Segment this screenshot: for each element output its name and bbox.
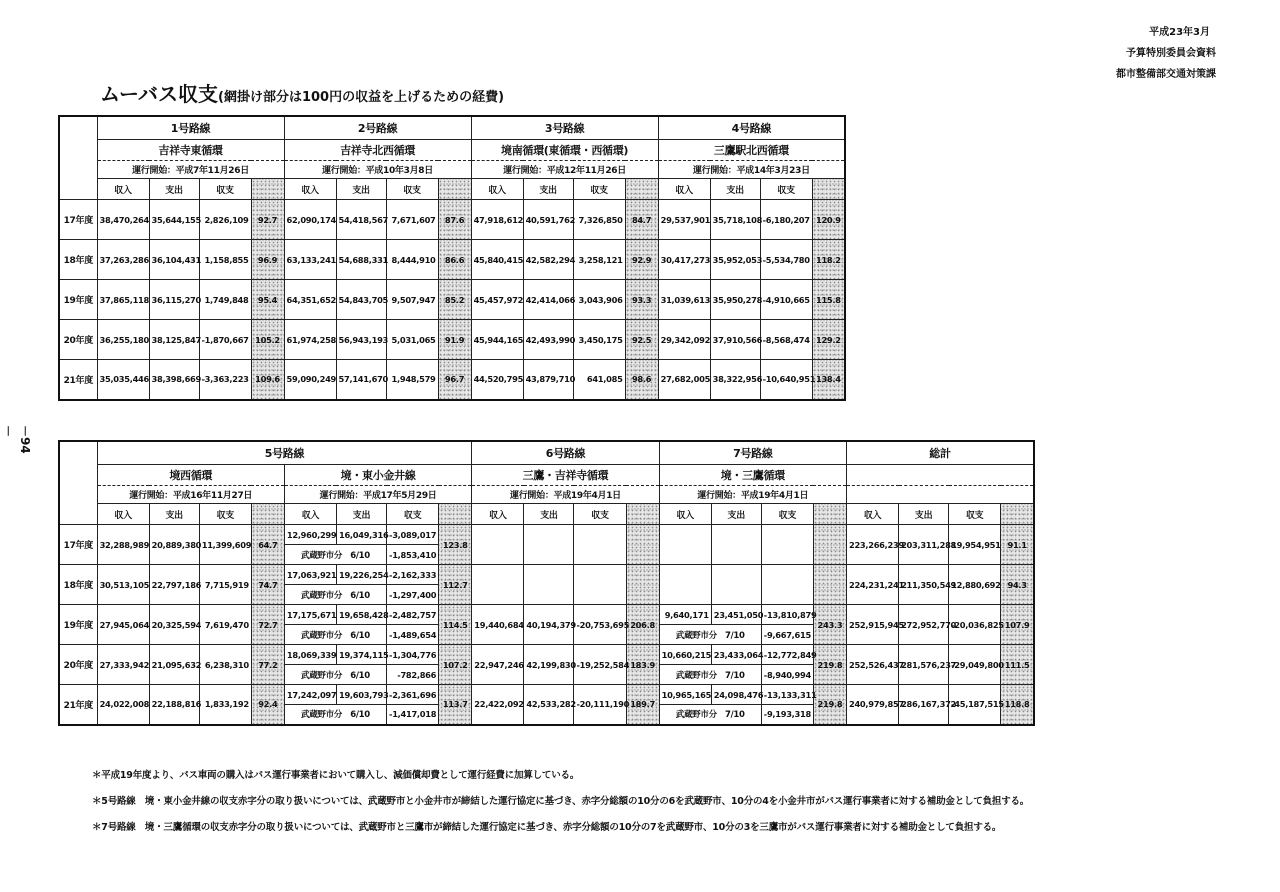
cost-per-100yen-header	[251, 179, 284, 200]
footnote: ＊平成19年度より、バス車両の購入はバス運行事業者において購入し、減価償却費として運行経費に加算している。	[92, 770, 580, 781]
balance-value: 7,715,919	[199, 565, 251, 605]
cost-per-100yen-header	[813, 504, 846, 525]
balance-value: 1,833,192	[199, 685, 251, 725]
balance-header: 収支	[573, 179, 625, 200]
expense-value: 37,910,566	[710, 320, 760, 360]
income-header: 収入	[284, 179, 336, 200]
balance-value: -19,252,584	[574, 645, 626, 685]
income-value: 19,440,684	[472, 605, 524, 645]
balance-value	[574, 525, 626, 565]
expense-value	[711, 565, 761, 605]
balance-header: 収支	[387, 504, 439, 525]
income-value	[472, 565, 524, 605]
table-row	[59, 605, 1034, 625]
income-value: 44,520,795	[471, 360, 523, 400]
cost-per-100yen-value	[813, 525, 846, 565]
balance-value: -20,753,695	[574, 605, 626, 645]
title-main: ムーバス収支	[100, 82, 218, 106]
income-value: 12,960,299	[284, 525, 336, 545]
balance-header: 収支	[761, 504, 813, 525]
expense-value: 19,658,428	[336, 605, 386, 625]
document-header	[1116, 22, 1216, 85]
income-value: 32,288,989	[97, 525, 149, 565]
balance-value: -3,363,223	[199, 360, 251, 400]
income-value: 37,865,118	[97, 280, 149, 320]
route-name: 境・東小金井線	[284, 465, 471, 486]
expense-value	[711, 525, 761, 565]
income-value: 27,333,942	[97, 645, 149, 685]
cost-per-100yen-value	[813, 565, 846, 605]
expense-header: 支出	[899, 504, 949, 525]
route-header: 3号路線	[471, 116, 658, 140]
expense-value: 281,576,237	[899, 645, 949, 685]
cost-per-100yen-value: 118.2	[812, 240, 845, 280]
income-value: 45,840,415	[471, 240, 523, 280]
cost-per-100yen-value: 111.5	[1001, 645, 1034, 685]
cost-per-100yen-value: 118.8	[1001, 685, 1034, 725]
income-value: 29,342,092	[658, 320, 710, 360]
expense-value: 23,451,050	[711, 605, 761, 625]
cost-per-100yen-value: 74.7	[251, 565, 284, 605]
fiscal-year-label: 20年度	[59, 320, 97, 360]
balance-header: 収支	[949, 504, 1001, 525]
expense-value: 42,493,990	[523, 320, 573, 360]
cost-per-100yen-value: 85.2	[438, 280, 471, 320]
income-value: 18,069,339	[284, 645, 336, 665]
expense-header: 支出	[710, 179, 760, 200]
expense-value: 211,350,549	[899, 565, 949, 605]
income-value: 30,513,105	[97, 565, 149, 605]
route-name: 三鷹駅北西循環	[658, 140, 845, 161]
fiscal-year-label: 21年度	[59, 360, 97, 400]
cost-per-100yen-value: 64.7	[251, 525, 284, 565]
cost-per-100yen-value: 92.9	[625, 240, 658, 280]
revenue-table-routes-5-7-total	[58, 440, 1035, 726]
balance-value: -1,304,776	[387, 645, 439, 665]
income-value: 17,063,921	[284, 565, 336, 585]
cost-per-100yen-value: 86.6	[438, 240, 471, 280]
balance-value: -2,162,333	[387, 565, 439, 585]
balance-value: 19,954,951	[949, 525, 1001, 565]
balance-value: 1,749,848	[199, 280, 251, 320]
cost-per-100yen-value: 95.4	[251, 280, 284, 320]
route-name	[846, 465, 1034, 486]
table-row	[59, 645, 1034, 665]
expense-value: 19,374,115	[336, 645, 386, 665]
expense-value: 38,322,956	[710, 360, 760, 400]
balance-value: 5,031,065	[386, 320, 438, 360]
cost-per-100yen-value: 107.9	[1001, 605, 1034, 645]
cost-per-100yen-value: 206.8	[626, 605, 659, 645]
expense-header: 支出	[523, 179, 573, 200]
expense-value: 19,603,793	[336, 685, 386, 705]
income-value: 10,660,215	[659, 645, 711, 665]
balance-value: -20,036,825	[949, 605, 1001, 645]
cost-per-100yen-value: 219.8	[813, 645, 846, 685]
expense-header: 支出	[149, 504, 199, 525]
balance-value: 8,444,910	[386, 240, 438, 280]
income-header: 収入	[846, 504, 898, 525]
footnotes	[92, 763, 1029, 841]
balance-value: -6,180,207	[760, 200, 812, 240]
expense-value: 20,889,380	[149, 525, 199, 565]
cost-per-100yen-value: 123.8	[439, 525, 472, 565]
cost-per-100yen-value: 96.9	[251, 240, 284, 280]
fiscal-year-label: 17年度	[59, 200, 97, 240]
fiscal-year-label: 18年度	[59, 240, 97, 280]
income-value	[659, 525, 711, 565]
expense-value: 19,226,254	[336, 565, 386, 585]
footnote: ＊7号路線 境・三鷹循環の収支赤字分の取り扱いについては、武蔵野市と三鷹市が締結した運行協定に基づき、赤字分総額の10分の7を武蔵野市、10分の3を三鷹市がバス運行事業者に対する補助金として負担する。	[92, 822, 1002, 833]
expense-value: 42,533,282	[524, 685, 574, 725]
balance-value: 1,158,855	[199, 240, 251, 280]
fiscal-year-label: 19年度	[59, 605, 97, 645]
expense-value: 35,952,053	[710, 240, 760, 280]
balance-value: -13,133,311	[761, 685, 813, 705]
balance-header: 収支	[199, 179, 251, 200]
cost-per-100yen-value: 72.7	[251, 605, 284, 645]
expense-value: 40,194,379	[524, 605, 574, 645]
income-value: 27,682,005	[658, 360, 710, 400]
fiscal-year-label: 19年度	[59, 280, 97, 320]
route-name: 三鷹・吉祥寺循環	[472, 465, 659, 486]
balance-value: 7,671,607	[386, 200, 438, 240]
service-start-date: 運行開始：平成19年4月1日	[472, 486, 659, 504]
route-name: 吉祥寺北西循環	[284, 140, 471, 161]
expense-value: 38,398,669	[149, 360, 199, 400]
route-header: 2号路線	[284, 116, 471, 140]
expense-value: 42,414,066	[523, 280, 573, 320]
income-value	[659, 565, 711, 605]
cost-per-100yen-value: 109.6	[251, 360, 284, 400]
income-value: 36,255,180	[97, 320, 149, 360]
balance-value: -29,049,800	[949, 645, 1001, 685]
balance-value: 7,619,470	[199, 605, 251, 645]
cost-per-100yen-value: 138.4	[812, 360, 845, 400]
income-header: 収入	[97, 504, 149, 525]
route-name: 境・三鷹循環	[659, 465, 846, 486]
service-start-date: 運行開始：平成14年3月23日	[658, 161, 845, 179]
table-row	[59, 200, 845, 220]
service-start-date: 運行開始：平成17年5月29日	[284, 486, 471, 504]
income-value: 45,944,165	[471, 320, 523, 360]
expense-value: 54,688,331	[336, 240, 386, 280]
musashino-share-value: -8,940,994	[761, 665, 813, 685]
balance-value: -13,810,879	[761, 605, 813, 625]
expense-value: 35,718,108	[710, 200, 760, 240]
musashino-share-label: 武蔵野市分 6/10	[284, 705, 386, 725]
cost-per-100yen-value: 219.8	[813, 685, 846, 725]
expense-value: 21,095,632	[149, 645, 199, 685]
income-value: 223,266,239	[846, 525, 898, 565]
income-header: 収入	[284, 504, 336, 525]
income-value: 9,640,171	[659, 605, 711, 625]
cost-per-100yen-value: 189.7	[626, 685, 659, 725]
balance-value: 12,880,692	[949, 565, 1001, 605]
route-header: 1号路線	[97, 116, 284, 140]
cost-per-100yen-value: 92.4	[251, 685, 284, 725]
musashino-share-label: 武蔵野市分 7/10	[659, 625, 761, 645]
balance-value: -45,187,515	[949, 685, 1001, 725]
expense-header: 支出	[336, 504, 386, 525]
cost-per-100yen-value: 93.3	[625, 280, 658, 320]
table-row	[59, 685, 1034, 705]
income-value: 29,537,901	[658, 200, 710, 240]
income-value	[472, 525, 524, 565]
balance-header: 収支	[199, 504, 251, 525]
cost-per-100yen-value	[626, 525, 659, 565]
musashino-share-value: -1,297,400	[387, 585, 439, 605]
income-value: 24,022,008	[97, 685, 149, 725]
service-start-date: 運行開始：平成19年4月1日	[659, 486, 846, 504]
balance-value	[761, 525, 813, 565]
income-value: 62,090,174	[284, 200, 336, 240]
income-value: 30,417,273	[658, 240, 710, 280]
fiscal-year-label: 21年度	[59, 685, 97, 725]
cost-per-100yen-value: 91.1	[1001, 525, 1034, 565]
balance-header: 収支	[574, 504, 626, 525]
cost-per-100yen-header	[1001, 504, 1034, 525]
cost-per-100yen-value: 92.5	[625, 320, 658, 360]
income-value: 240,979,857	[846, 685, 898, 725]
table-row	[59, 360, 845, 380]
cost-per-100yen-value	[626, 565, 659, 605]
service-start-date: 運行開始：平成7年11月26日	[97, 161, 284, 179]
document-date: 平成23年3月	[1149, 27, 1210, 38]
route-header: 7号路線	[659, 441, 846, 465]
cost-per-100yen-value: 91.9	[438, 320, 471, 360]
cost-per-100yen-value: 96.7	[438, 360, 471, 400]
route-header: 4号路線	[658, 116, 845, 140]
service-start-date: 運行開始：平成12年11月26日	[471, 161, 658, 179]
expense-value: 286,167,372	[899, 685, 949, 725]
balance-value: -5,534,780	[760, 240, 812, 280]
cost-per-100yen-header	[626, 504, 659, 525]
balance-value: 11,399,609	[199, 525, 251, 565]
balance-value: -8,568,474	[760, 320, 812, 360]
expense-value: 36,104,431	[149, 240, 199, 280]
expense-value: 35,950,278	[710, 280, 760, 320]
income-value: 64,351,652	[284, 280, 336, 320]
balance-value: -2,482,757	[387, 605, 439, 625]
balance-header: 収支	[760, 179, 812, 200]
fiscal-year-label: 17年度	[59, 525, 97, 565]
expense-value: 56,943,193	[336, 320, 386, 360]
cost-per-100yen-header	[251, 504, 284, 525]
balance-value: 3,258,121	[573, 240, 625, 280]
balance-value: 641,085	[573, 360, 625, 400]
income-value: 252,526,437	[846, 645, 898, 685]
balance-value: -3,089,017	[387, 525, 439, 545]
cost-per-100yen-value: 77.2	[251, 645, 284, 685]
service-start-date	[846, 486, 1034, 504]
musashino-share-value: -9,667,615	[761, 625, 813, 645]
expense-value: 36,115,270	[149, 280, 199, 320]
income-value: 252,915,945	[846, 605, 898, 645]
cost-per-100yen-header	[438, 179, 471, 200]
corner-cell	[59, 116, 97, 200]
expense-value: 42,199,830	[524, 645, 574, 685]
balance-value	[574, 565, 626, 605]
cost-per-100yen-value: 94.3	[1001, 565, 1034, 605]
income-value: 17,175,671	[284, 605, 336, 625]
revenue-table-routes-1-4	[58, 115, 846, 401]
fiscal-year-label: 20年度	[59, 645, 97, 685]
expense-header: 支出	[336, 179, 386, 200]
table-row	[59, 240, 845, 260]
income-header: 収入	[471, 179, 523, 200]
expense-value: 35,644,155	[149, 200, 199, 240]
cost-per-100yen-header	[439, 504, 472, 525]
footnote: ＊5号路線 境・東小金井線の収支赤字分の取り扱いについては、武蔵野市と小金井市が締結した運行協定に基づき、赤字分総額の10分の6を武蔵野市、10分の4を小金井市がバス運行事業者に対する補助金として負担する。	[92, 796, 1030, 807]
expense-value: 272,952,770	[899, 605, 949, 645]
cost-per-100yen-value: 243.3	[813, 605, 846, 645]
income-value: 10,965,165	[659, 685, 711, 705]
cost-per-100yen-value: 183.9	[626, 645, 659, 685]
income-header: 収入	[97, 179, 149, 200]
service-start-date: 運行開始：平成10年3月8日	[284, 161, 471, 179]
expense-value: 42,582,294	[523, 240, 573, 280]
expense-value: 20,325,594	[149, 605, 199, 645]
expense-value: 23,433,064	[711, 645, 761, 665]
musashino-share-value: -9,193,318	[761, 705, 813, 725]
balance-value	[761, 565, 813, 605]
income-value: 38,470,264	[97, 200, 149, 240]
expense-value: 22,188,816	[149, 685, 199, 725]
balance-value: -12,772,849	[761, 645, 813, 665]
balance-value: -10,640,951	[760, 360, 812, 400]
page-title	[100, 78, 504, 107]
expense-value: 38,125,847	[149, 320, 199, 360]
cost-per-100yen-value: 114.5	[439, 605, 472, 645]
musashino-share-label: 武蔵野市分 6/10	[284, 625, 386, 645]
route-name: 境南循環(東循環・西循環)	[471, 140, 658, 161]
route-header: 総計	[846, 441, 1034, 465]
income-value: 35,035,446	[97, 360, 149, 400]
cost-per-100yen-value: 98.6	[625, 360, 658, 400]
musashino-share-label: 武蔵野市分 6/10	[284, 545, 386, 565]
cost-per-100yen-value: 120.9	[812, 200, 845, 240]
musashino-share-value: -782,866	[387, 665, 439, 685]
expense-value: 54,843,705	[336, 280, 386, 320]
income-value: 22,422,092	[472, 685, 524, 725]
income-header: 収入	[472, 504, 524, 525]
balance-value: 3,450,175	[573, 320, 625, 360]
cost-per-100yen-value: 107.2	[439, 645, 472, 685]
income-value: 63,133,241	[284, 240, 336, 280]
route-name: 境西循環	[97, 465, 284, 486]
income-value: 31,039,613	[658, 280, 710, 320]
expense-header: 支出	[524, 504, 574, 525]
musashino-share-label: 武蔵野市分 6/10	[284, 585, 386, 605]
musashino-share-value: -1,417,018	[387, 705, 439, 725]
income-value: 59,090,249	[284, 360, 336, 400]
expense-value: 22,797,186	[149, 565, 199, 605]
table-row	[59, 320, 845, 340]
income-value: 22,947,246	[472, 645, 524, 685]
table-row	[59, 525, 1034, 545]
expense-value: 57,141,670	[336, 360, 386, 400]
income-value: 61,974,258	[284, 320, 336, 360]
musashino-share-value: -1,853,410	[387, 545, 439, 565]
income-value: 224,231,241	[846, 565, 898, 605]
expense-value: 43,879,710	[523, 360, 573, 400]
expense-value: 40,591,762	[523, 200, 573, 240]
expense-value: 16,049,316	[336, 525, 386, 545]
route-name: 吉祥寺東循環	[97, 140, 284, 161]
musashino-share-label: 武蔵野市分 6/10	[284, 665, 386, 685]
income-value: 27,945,064	[97, 605, 149, 645]
income-header: 収入	[658, 179, 710, 200]
page-number: －94－	[1, 425, 32, 454]
balance-value: -20,111,190	[574, 685, 626, 725]
cost-per-100yen-header	[625, 179, 658, 200]
corner-cell	[59, 441, 97, 525]
musashino-share-value: -1,489,654	[387, 625, 439, 645]
cost-per-100yen-value: 113.7	[439, 685, 472, 725]
balance-value: 2,826,109	[199, 200, 251, 240]
income-value: 45,457,972	[471, 280, 523, 320]
income-header: 収入	[659, 504, 711, 525]
balance-value: -1,870,667	[199, 320, 251, 360]
balance-value: 3,043,906	[573, 280, 625, 320]
route-header: 5号路線	[97, 441, 472, 465]
fiscal-year-label: 18年度	[59, 565, 97, 605]
income-value: 37,263,286	[97, 240, 149, 280]
committee-label: 予算特別委員会資料	[1126, 48, 1216, 59]
route-header: 6号路線	[472, 441, 659, 465]
expense-header: 支出	[149, 179, 199, 200]
table-row	[59, 280, 845, 300]
expense-value: 203,311,288	[899, 525, 949, 565]
balance-value: 6,238,310	[199, 645, 251, 685]
title-note: (網掛け部分は100円の収益を上げるための経費)	[218, 90, 505, 105]
service-start-date: 運行開始：平成16年11月27日	[97, 486, 284, 504]
expense-value	[524, 525, 574, 565]
expense-value: 24,098,476	[711, 685, 761, 705]
cost-per-100yen-value: 112.7	[439, 565, 472, 605]
cost-per-100yen-header	[812, 179, 845, 200]
cost-per-100yen-value: 129.2	[812, 320, 845, 360]
cost-per-100yen-value: 115.8	[812, 280, 845, 320]
musashino-share-label: 武蔵野市分 7/10	[659, 665, 761, 685]
balance-value: 9,507,947	[386, 280, 438, 320]
expense-value: 54,418,567	[336, 200, 386, 240]
cost-per-100yen-value: 84.7	[625, 200, 658, 240]
income-value: 17,242,097	[284, 685, 336, 705]
balance-value: 7,326,850	[573, 200, 625, 240]
expense-header: 支出	[711, 504, 761, 525]
musashino-share-label: 武蔵野市分 7/10	[659, 705, 761, 725]
balance-value: 1,948,579	[386, 360, 438, 400]
balance-value: -2,361,696	[387, 685, 439, 705]
cost-per-100yen-value: 87.6	[438, 200, 471, 240]
income-value: 47,918,612	[471, 200, 523, 240]
table-row	[59, 565, 1034, 585]
cost-per-100yen-value: 92.7	[251, 200, 284, 240]
balance-header: 収支	[386, 179, 438, 200]
cost-per-100yen-value: 105.2	[251, 320, 284, 360]
expense-value	[524, 565, 574, 605]
department-label: 都市整備部交通対策課	[1116, 69, 1216, 80]
balance-value: -4,910,665	[760, 280, 812, 320]
